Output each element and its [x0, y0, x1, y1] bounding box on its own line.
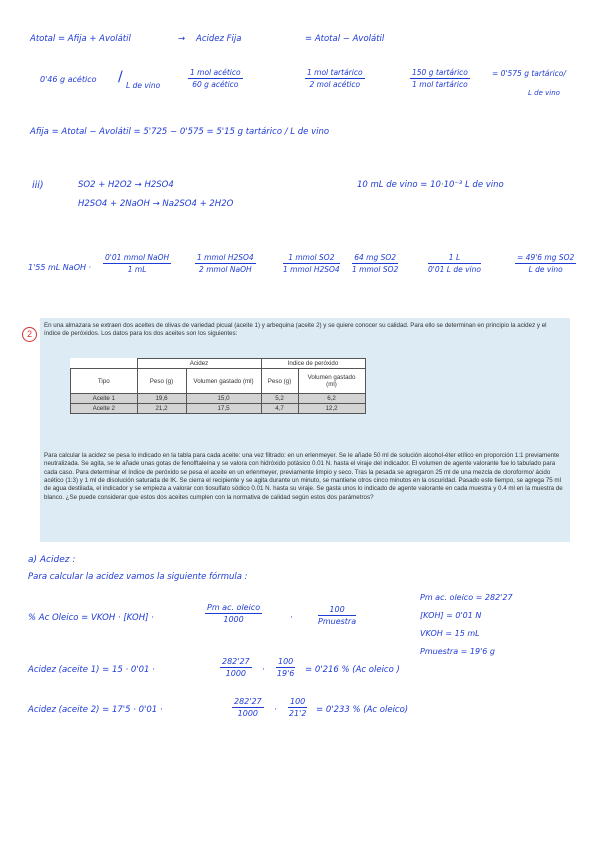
fraction — [318, 605, 356, 626]
equation-1: SO2 + H2O2 → H2SO4 — [78, 180, 174, 190]
table-group-peroxido: Indice de peróxido — [261, 359, 365, 369]
fraction-num: Pm ac. oleico — [207, 603, 261, 612]
fraction-den: 1 mL — [127, 265, 147, 274]
acidez-1-lead: Acidez (aceite 1) = 15 · 0'01 · — [28, 665, 155, 675]
fraction-num: = 49'6 mg SO2 — [517, 253, 575, 262]
fraction-den: L de vino — [528, 265, 563, 274]
table-cell: 19,6 — [137, 394, 186, 404]
acidez-2-lead: Acidez (aceite 2) = 17'5 · 0'01 · — [28, 705, 163, 715]
fraction — [410, 68, 470, 89]
note-l4-lead: 1'55 mL NaOH · — [28, 263, 92, 272]
problem-number-badge: 2 — [22, 327, 37, 342]
volume-note: 10 mL de vino = 10·10⁻³ L de vino — [357, 180, 504, 190]
given-pmuestra: Pmuestra = 19'6 g — [420, 647, 495, 656]
fraction-num: 1 mol acético — [190, 68, 241, 77]
table-header-volumen2: Volumen gastado (ml) — [298, 369, 365, 394]
fraction-num: 100 — [318, 605, 356, 616]
fraction — [288, 697, 307, 718]
note-l2-result-den: L de vino — [528, 89, 560, 97]
fraction-den: 19'6 — [276, 669, 295, 678]
section-a-intro: Para calcular la acidez vamos la siguiente fórmula : — [28, 572, 248, 582]
slash-mark: / — [118, 69, 123, 85]
fraction — [276, 657, 295, 678]
data-table — [70, 358, 366, 414]
fraction-num: 100 — [278, 657, 294, 666]
fraction — [352, 253, 398, 274]
table-row — [71, 394, 366, 404]
note-l2-lead: 0'46 g acético — [40, 75, 97, 84]
table-cell: 21,2 — [137, 404, 186, 414]
table-header-peso: Peso (g) — [137, 369, 186, 394]
given-vkoh: VKOH = 15 mL — [420, 629, 480, 638]
fraction — [220, 657, 252, 678]
table-cell: Aceite 2 — [71, 404, 138, 414]
note-l2-result: = 0'575 g tartárico/ — [492, 69, 566, 78]
fraction-num: 0'01 mmol NaOH — [105, 253, 170, 262]
table-cell: 4,7 — [261, 404, 298, 414]
table-cell: 15,0 — [186, 394, 261, 404]
formula-lead: % Ac Oleico = VKOH · [KOH] · — [28, 613, 154, 623]
table-group-acidez: Acidez — [137, 359, 261, 369]
table-header-volumen: Volumen gastado (ml) — [186, 369, 261, 394]
note-line-1b: Acidez Fija — [196, 34, 242, 44]
given-koh: [KOH] = 0'01 N — [420, 611, 482, 620]
problem-body: Para calcular la acidez se pesa lo indicado en la tabla para cada aceite: una vez filtrado: en un erlenmeyer. Se le añade 50 ml de solución alcohol-éter etílico en proporción 1:1 previamente neutralizada. Se agita, se le añade unas gotas de fenolftaleína y se valora con hidróxido potásico 0.01 N. hasta el viraje del indicador. El volumen de agente valorante fue lo tabulado para cada caso. Para determinar el índice de peróxido se pesa el aceite en un erlenmeyer, previamente limpio y seco. Tras la pesada se agregaron 25 ml de una mezcla de cloroformo/ ácido acético (1:3) y 1 ml de disolución saturada de IK. Se cierra el recipiente y se agita durante un minuto, se mantiene otros cinco minutos en la oscuridad. Pasado este tiempo, se agrega 75 ml de agua destilada, el indicador y se empieza a valorar con tiosulfato sódico 0.01 N. hasta su viraje. Se gasta unos lo indicado de agente valorante en cada muestra y 0.4 ml en la muestra de blanco. ¿Se puede considerar que estos dos aceites cumplen con la normativa de calidad según estos dos parámetros? — [44, 452, 563, 501]
fraction — [232, 697, 264, 718]
problem-intro: En una almazara se extraen dos aceites de olivas de variedad picual (aceite 1) y arbequina (aceite 2) y se quiere conocer su calidad. Para ello se determinan en principio la acidez y el índice de peróxidos. Los datos para los dos aceites son los siguientes: — [44, 322, 547, 338]
note-line-3: Afija = Atotal − Avolátil = 5'725 − 0'575 = 5'15 g tartárico / L de vino — [30, 127, 330, 137]
fraction-num: 1 mmol SO2 — [283, 253, 340, 264]
fraction-den: 1 mol tartárico — [412, 80, 468, 89]
fraction — [195, 253, 256, 274]
table-row — [71, 404, 366, 414]
fraction-num: 282'27 — [222, 657, 250, 666]
fraction-den: 60 g acético — [192, 80, 239, 89]
dot-mark: · — [290, 613, 293, 623]
fraction — [283, 253, 340, 274]
fraction-den: 1000 — [225, 669, 246, 678]
table-cell: 5,2 — [261, 394, 298, 404]
fraction-den: 1000 — [223, 615, 244, 624]
fraction-den: Pmuestra — [318, 617, 357, 626]
problem-box — [40, 318, 570, 542]
fraction — [188, 68, 243, 89]
fraction-den: 0'01 L de vino — [428, 265, 481, 274]
fraction — [305, 68, 365, 89]
fraction — [103, 253, 171, 274]
fraction-num: 1 L — [428, 253, 481, 264]
note-l2-den: L de vino — [126, 81, 161, 90]
table-cell: 6,2 — [298, 394, 365, 404]
dot-mark: · — [262, 665, 265, 675]
fraction-den: 1000 — [237, 709, 258, 718]
acidez-1-result: = 0'216 % (Ac oleico ) — [305, 665, 400, 675]
given-pm: Pm ac. oleico = 282'27 — [420, 593, 513, 602]
table-header-tipo: Tipo — [71, 369, 138, 394]
fraction — [205, 603, 262, 624]
fraction-num: 150 g tartárico — [412, 68, 468, 77]
table-cell: Aceite 1 — [71, 394, 138, 404]
fraction-den: 1 mmol SO2 — [352, 265, 399, 274]
section-iii-label: iii) — [32, 180, 44, 191]
acidez-2-result: = 0'233 % (Ac oleico) — [316, 705, 409, 715]
fraction-num: 282'27 — [234, 697, 262, 706]
fraction-num: 64 mg SO2 — [352, 253, 398, 264]
fraction — [428, 253, 481, 274]
equation-2: H2SO4 + 2NaOH → Na2SO4 + 2H2O — [78, 199, 234, 209]
fraction-den: 21'2 — [288, 709, 307, 718]
fraction — [515, 253, 576, 274]
section-a-title: a) Acidez : — [28, 555, 76, 565]
table-cell: 12,2 — [298, 404, 365, 414]
fraction-den: 1 mmol H2SO4 — [283, 265, 340, 274]
note-line-1a: Atotal = Afija + Avolátil — [30, 34, 131, 44]
dot-mark: · — [274, 705, 277, 715]
fraction-num: 1 mol tartárico — [307, 68, 363, 77]
fraction-num: 1 mmol H2SO4 — [197, 253, 254, 262]
note-line-1c: = Atotal − Avolátil — [305, 34, 385, 44]
table-empty-cell — [71, 359, 138, 369]
table-cell: 17,5 — [186, 404, 261, 414]
arrow-icon: → — [178, 34, 186, 44]
table-header-peso2: Peso (g) — [261, 369, 298, 394]
fraction-num: 100 — [290, 697, 306, 706]
fraction-den: 2 mol acético — [309, 80, 361, 89]
fraction-den: 2 mmol NaOH — [199, 265, 252, 274]
